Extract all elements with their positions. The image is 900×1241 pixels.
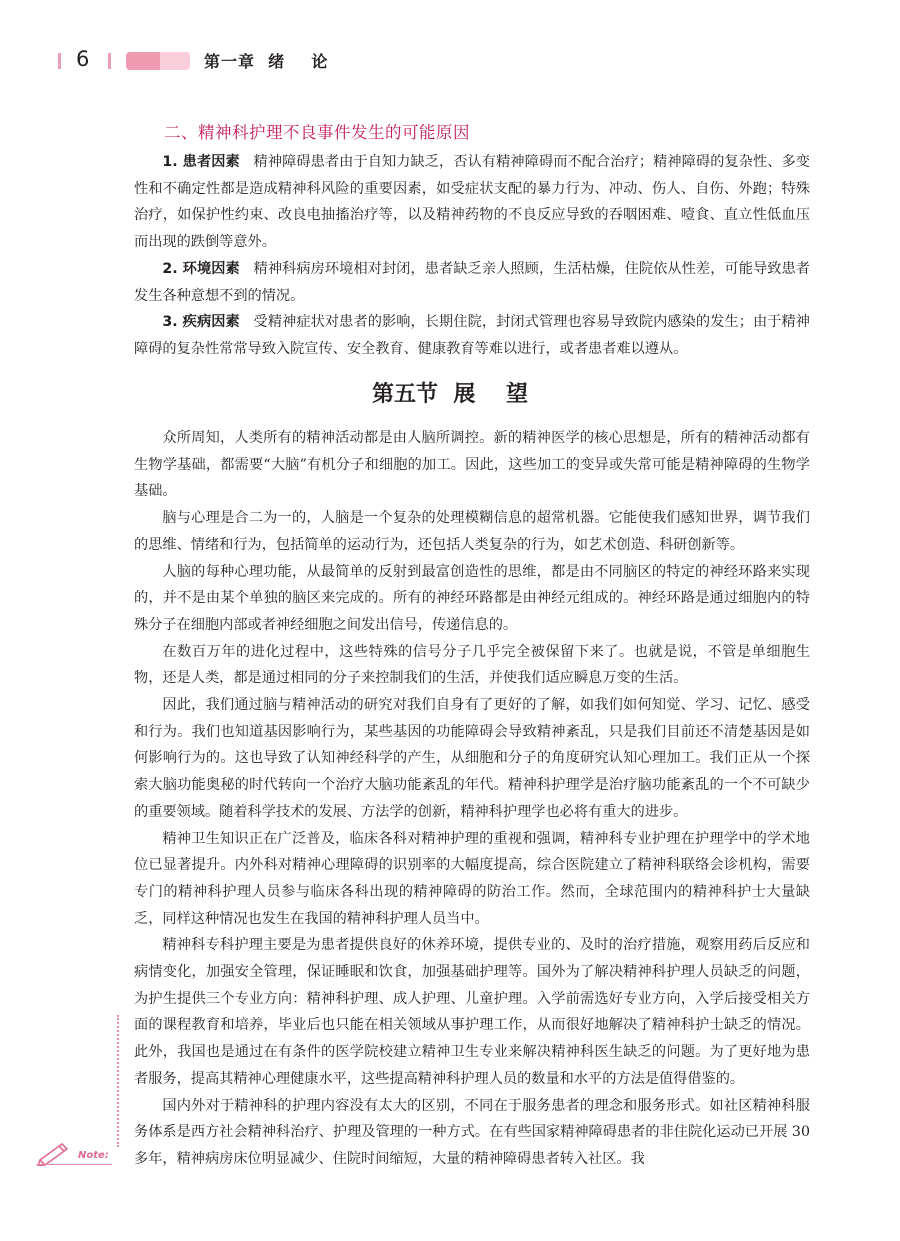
header-divider-bar bbox=[58, 53, 61, 69]
section-title: 第五节 展 望 bbox=[372, 382, 528, 407]
body-paragraph: 精神卫生知识正在广泛普及，临床各科对精神护理的重视和强调，精神科专业护理在护理学中的学术地位已显著提升。内外科对精神心理障碍的识别率的大幅度提高，综合医院建立了精神科联络会诊机构，需要专门的精神科护理人员参与临床各科出现的精神障碍的防治工作。然而，全球范围内的精神科护士大量缺乏，同样这种情况也发生在我国的精神科护理人员当中。 bbox=[134, 830, 810, 927]
note-underline bbox=[36, 1164, 112, 1165]
header-decoration-pill-light bbox=[160, 52, 190, 70]
cause-paragraph bbox=[134, 309, 810, 362]
cause-term: 3. 疾病因素 bbox=[162, 314, 240, 331]
page-header bbox=[0, 0, 900, 90]
cause-term: 1. 患者因素 bbox=[162, 154, 240, 170]
header-divider-bar bbox=[108, 53, 111, 69]
note-label: Note: bbox=[78, 1150, 109, 1161]
chapter-title: 第一章 绪 论 bbox=[204, 52, 329, 71]
subsection-heading: 二、精神科护理不良事件发生的可能原因 bbox=[164, 123, 470, 142]
cause-term: 2. 环境因素 bbox=[162, 260, 240, 277]
page-number: 6 bbox=[76, 47, 90, 71]
body-paragraph: 国内外对于精神科的护理内容没有太大的区别，不同在于服务患者的理念和服务形式。如社区精神科服务体系是西方社会精神科治疗、护理及管理的一种方式。在有些国家精神障碍患者的非住院化运动已开展 30 多年，精神病房床位明显减少、住院时间缩短，大量的精神障碍患者转入社区。我 bbox=[134, 1097, 810, 1167]
cause-paragraph bbox=[134, 256, 810, 309]
subsection-body bbox=[134, 149, 810, 363]
margin-dotted-line bbox=[117, 1015, 119, 1147]
section-body bbox=[134, 425, 810, 1173]
cause-text: 精神科病房环境相对封闭，患者缺乏亲人照顾，生活枯燥，住院依从性差，可能导致患者发生各种意想不到的情况。 bbox=[134, 260, 810, 304]
body-paragraph: 因此，我们通过脑与精神活动的研究对我们自身有了更好的了解，如我们如何知觉、学习、记忆、感受和行为。我们也知道基因影响行为，某些基因的功能障碍会导致精神紊乱，只是我们目前还不清楚基因是如何影响行为的。这也导致了认知神经科学的产生，从细胞和分子的角度研究认知心理加工。我们正从一个探索大脑功能奥秘的时代转向一个治疗大脑功能紊乱的年代。精神科护理学是治疗脑功能紊乱的一个不可缺少的重要领域。随着科学技术的发展、方法学的创新，精神科护理学也必将有重大的进步。 bbox=[134, 697, 810, 820]
body-paragraph: 精神科专科护理主要是为患者提供良好的休养环境，提供专业的、及时的治疗措施，观察用药后反应和病情变化，加强安全管理，保证睡眠和饮食，加强基础护理等。国外为了解决精神科护理人员缺乏的问题，为护生提供三个专业方向：精神科护理、成人护理、儿童护理。入学前需选好专业方向，入学后接受相关方面的课程教育和培养，毕业后也只能在相关领域从事护理工作，从而很好地解决了精神科护士缺乏的情况。此外，我国也是通过在有条件的医学院校建立精神卫生专业来解决精神科医生缺乏的问题。为了更好地为患者服务，提高其精神心理健康水平，这些提高精神科护理人员的数量和水平的方法是值得借鉴的。 bbox=[134, 937, 810, 1087]
body-paragraph: 人脑的每种心理功能，从最简单的反射到最富创造性的思维，都是由不同脑区的特定的神经环路来实现的，并不是由某个单独的脑区来完成的。所有的神经环路都是由神经元组成的。神经环路是通过细胞内的特殊分子在细胞内部或者神经细胞之间发出信号，传递信息的。 bbox=[134, 563, 810, 633]
body-paragraph: 脑与心理是合二为一的，人脑是一个复杂的处理模糊信息的超常机器。它能使我们感知世界，调节我们的思维、情绪和行为，包括简单的运动行为，还包括人类复杂的行为，如艺术创造、科研创新等。 bbox=[134, 510, 810, 553]
body-paragraph: 在数百万年的进化过程中，这些特殊的信号分子几乎完全被保留下来了。也就是说，不管是单细胞生物，还是人类，都是通过相同的分子来控制我们的生活，并使我们适应瞬息万变的生活。 bbox=[134, 643, 810, 687]
body-paragraph: 众所周知，人类所有的精神活动都是由人脑所调控。新的精神医学的核心思想是，所有的精神活动都有生物学基础，都需要“大脑”有机分子和细胞的加工。因此，这些加工的变异或失常可能是精神障碍的生物学基础。 bbox=[134, 430, 810, 500]
cause-text: 精神障碍患者由于自知力缺乏，否认有精神障碍而不配合治疗；精神障碍的复杂性、多变性和不确定性都是造成精神科风险的重要因素，如受症状支配的暴力行为、冲动、伤人、自伤、外跑；特殊治疗，如保护性约束、改良电抽搐治疗等，以及精神药物的不良反应导致的吞咽困难、噎食、直立性低血压而出现的跌倒等意外。 bbox=[134, 154, 810, 251]
cause-text: 受精神症状对患者的影响，长期住院，封闭式管理也容易导致院内感染的发生；由于精神障碍的复杂性常常导致入院宣传、安全教育、健康教育等难以进行，或者患者难以遵从。 bbox=[134, 314, 810, 357]
header-decoration-pill bbox=[126, 52, 160, 70]
cause-paragraph bbox=[134, 149, 810, 256]
note-margin-marker bbox=[34, 1138, 114, 1168]
pencil-icon bbox=[34, 1138, 74, 1166]
